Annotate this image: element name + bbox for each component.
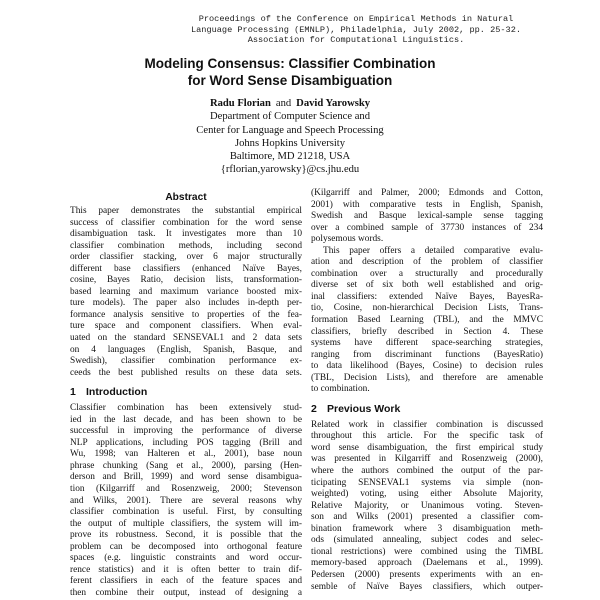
section-number: 1 <box>70 386 76 399</box>
body-line: where the authors combined the output of the par- <box>311 466 543 477</box>
intro-line: Wu, 1998; van Halteren et al., 2001), base noun <box>70 449 302 460</box>
proceedings-line: Language Processing (EMNLP), Philadelphia, July 2002, pp. 25-32. <box>190 24 522 35</box>
body-line: ranging from discriminant functions (BayesRatio) <box>311 349 543 360</box>
body-line: ods (simulated annealing, subject codes and selec- <box>311 535 543 546</box>
body-line: formation Based Learning (TBL), and the MMVC <box>311 315 543 326</box>
affiliation-line: Center for Language and Speech Processing <box>196 124 384 136</box>
abstract-line: disambiguation task. It investigates more than 10 <box>70 229 302 240</box>
body-line: to data likelihood (Bayes, Cosine) to decision rules <box>311 361 543 372</box>
body-line: combination over a structurally and procedurally <box>311 268 543 279</box>
continued-paragraph <box>311 188 543 246</box>
section-title: Previous Work <box>327 402 401 415</box>
intro-line: classifier combination is useful. First, by consulting <box>70 507 302 518</box>
author-1: Radu Florian <box>209 98 271 109</box>
abstract-line: Swedish), classifier combination performance ex- <box>70 356 302 367</box>
intro-line: ied in the last decade, and has been shown to be <box>70 414 302 425</box>
abstract-line: classifier combination methods, including second <box>70 240 302 251</box>
body-line: inal classifiers: extended Naïve Bayes, BayesRa- <box>311 291 543 302</box>
body-line: weighted) voting, using either Absolute Majority, <box>311 489 543 500</box>
body-line: 2001) with comparative tests in English, Spanish, <box>311 199 543 210</box>
author-2: David Yarowsky <box>296 98 371 109</box>
body-line: word sense disambiguation, the first empirical study <box>311 442 543 453</box>
body-line: to combination. <box>311 384 370 395</box>
body-line: over a combined sample of 37730 instances of 234 <box>311 222 543 233</box>
intro-line: Classifier combination has been extensively stud- <box>70 403 302 414</box>
author-email: {rflorian,yarowsky}@cs.jhu.edu <box>220 164 360 176</box>
body-line: ticipating SENSEVAL1 systems via simple (non- <box>311 477 543 488</box>
intro-line: prove its robustness. Second, it is possible that the <box>70 530 302 541</box>
author-conjunction: and <box>275 98 292 109</box>
abstract-line: success of classifier combination for the word sense <box>70 217 302 228</box>
abstract-line: ceeds the best published results on these data sets. <box>70 367 302 378</box>
body-line: (Kilgarriff and Palmer, 2000; Edmonds and Cotton, <box>311 188 543 198</box>
proceedings-line: Association for Computational Linguistics. <box>247 35 465 46</box>
intro-line: phrase chunking (Sang et al., 2000), parsing (Hen- <box>70 460 302 471</box>
left-column <box>70 190 302 600</box>
body-line: systems have different space-searching strategies, <box>311 338 543 349</box>
intro-line: the output of multiple classifiers, the system will im- <box>70 518 302 529</box>
introduction-body <box>70 403 302 599</box>
proceedings-line: Proceedings of the Conference on Empirical Methods in Natural <box>198 14 514 24</box>
body-line: tional restrictions) were combined using the TiMBL <box>311 546 543 557</box>
body-line: throughout this article. For the specific task of <box>311 431 543 442</box>
abstract-line: on 4 languages (English, Spanish, Basque, and <box>70 344 302 355</box>
author-names <box>100 97 480 110</box>
abstract-heading: Abstract <box>165 192 207 203</box>
title-line: Modeling Consensus: Classifier Combination <box>144 56 436 71</box>
body-line: This paper offers a detailed comparative evalu- <box>323 245 543 256</box>
abstract-line: different base classifiers (enhanced Naïve Bayes, <box>70 263 302 274</box>
body-line: polysemous words. <box>311 234 384 245</box>
section-title: Introduction <box>86 386 148 399</box>
body-line: semble of Naïve Bayes classifiers, which outper- <box>311 581 543 592</box>
abstract-line: cosine, Bayes Ratio, decision lists, transformation- <box>70 275 302 286</box>
intro-line: then combine their output, instead of designing a <box>70 587 302 598</box>
abstract-line: uated on the standard SENSEVAL1 and 2 data sets <box>70 333 302 344</box>
abstract-line: based learning and maximum variance boosted mix- <box>70 286 302 297</box>
author-block <box>100 97 480 177</box>
body-line: (TBL, Decision Lists), and therefore are amenable <box>311 372 543 383</box>
abstract-line: order classifier stacking, over 6 major structurally <box>70 252 302 263</box>
title-line: for Word Sense Disambiguation <box>187 73 393 88</box>
affiliation-line: Baltimore, MD 21218, USA <box>229 151 351 163</box>
overview-paragraph <box>311 246 543 396</box>
body-line: son and Wilks (2001) presented a classifier com- <box>311 512 543 523</box>
section-heading-previous-work <box>311 402 543 416</box>
body-line: diverse set of six both well established and orig- <box>311 280 543 291</box>
right-column <box>311 188 543 593</box>
intro-line: rence statistics) and it is often better to train dif- <box>70 564 302 575</box>
intro-line: ferent classifiers in each of the feature spaces and <box>70 576 302 587</box>
paper-title <box>60 55 520 89</box>
intro-line: NLP applications, including POS tagging (Brill and <box>70 437 302 448</box>
intro-line: successful in improving the performance of diverse <box>70 426 302 437</box>
section-number: 2 <box>311 402 317 415</box>
body-line: ation and description of the problem of classifier <box>311 257 543 268</box>
section-heading-introduction <box>70 385 302 399</box>
previous-work-body <box>311 420 543 593</box>
intro-line: problem can be decomposed into orthogonal feature <box>70 541 302 552</box>
affiliation-line: Johns Hopkins University <box>234 137 346 149</box>
body-line: classifiers, briefly described in Section 4. These <box>311 326 543 337</box>
abstract-line: ture space and component classifiers. When eval- <box>70 321 302 332</box>
body-line: was presented in Kilgarriff and Rosenzweig (2000), <box>311 454 543 465</box>
body-line: Related work in classifier combination is discussed <box>311 419 543 430</box>
intro-line: and Wilks, 2001). There are several reasons why <box>70 495 302 506</box>
abstract-line: ture models). The paper also includes in-depth per- <box>70 298 302 309</box>
abstract-line: This paper demonstrates the substantial empirical <box>70 206 302 216</box>
body-line: Swedish and Basque lexical-sample sense tagging <box>311 211 543 222</box>
intro-line: derson and Brill, 1999) and word sense disambigua- <box>70 472 302 483</box>
intro-line: spaces (e.g. linguistic constraints and word occur- <box>70 553 302 564</box>
body-line: memory-based approach (Daelemans et al., 1999). <box>311 558 543 569</box>
intro-line: tion (Kilgarriff and Rosenzweig, 2000; Stevenson <box>70 484 302 495</box>
affiliation-line: Department of Computer Science and <box>209 111 371 123</box>
body-line: tio, Cosine, non-hierarchical Decision Lists, Trans- <box>311 303 543 314</box>
abstract-body <box>70 206 302 379</box>
proceedings-header <box>180 14 532 46</box>
abstract-line: formance analysis sensitive to properties of the fea- <box>70 309 302 320</box>
body-line: bination framework where 3 disambiguation meth- <box>311 523 543 534</box>
body-line: Relative Majority, or Unanimous voting. Steven- <box>311 500 543 511</box>
body-line: Pedersen (2000) presents experiments with an en- <box>311 569 543 580</box>
